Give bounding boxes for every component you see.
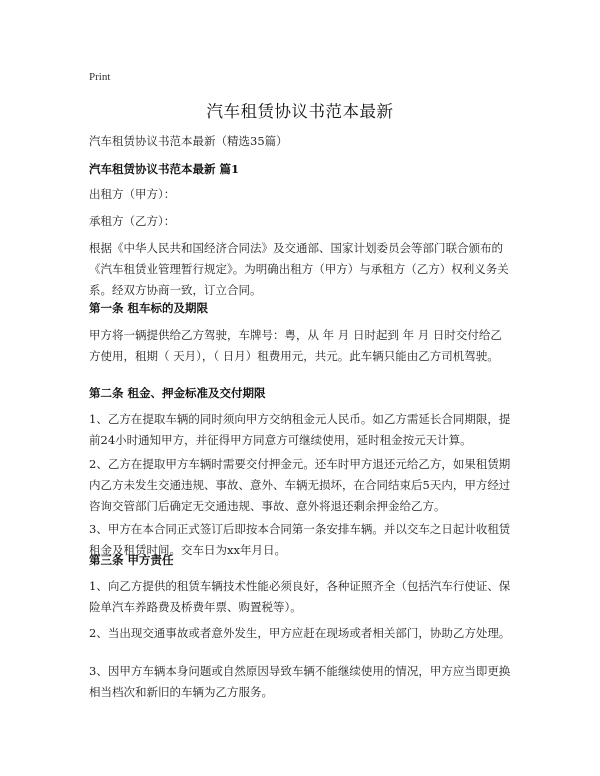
lessor-line: 出租方（甲方）：: [89, 187, 176, 201]
document-title: 汽车租赁协议书范本最新: [206, 102, 394, 121]
article3-item-2: 2、当出现交通事故或者意外发生，甲方应赶在现场或者相关部门，协助乙方处理。: [89, 626, 511, 640]
article3-item-1: 1、向乙方提供的租赁车辆技术性能必须良好，各种证照齐全（包括汽车行使证、保险单汽车养路费及桥费年票、购置税等）。: [89, 579, 511, 614]
article2-item-1: 1、乙方在提取车辆的同时须向甲方交纳租金元人民币。如乙方需延长合同期限，提前24小时通知甲方，并征得甲方同意方可继续使用，延时租金按元天计算。: [89, 412, 511, 447]
article3-heading: 第三条 甲方责任: [89, 553, 174, 567]
article2-heading: 第二条 租金、押金标准及交付期限: [89, 386, 266, 400]
document-subtitle: 汽车租赁协议书范本最新（精选35篇）: [89, 134, 288, 148]
article1-paragraph: 甲方将一辆提供给乙方驾驶，车牌号：粤，从 年 月 日时起到 年 月 日时交付给乙方使用，租期（ 天月），（ 日月）租费用元，共元。此车辆只能由乙方司机驾驶。: [89, 328, 502, 363]
article1-heading: 第一条 租车标的及期限: [89, 301, 209, 315]
print-link[interactable]: Print: [89, 71, 111, 83]
article2-item-2: 2、乙方在提取甲方车辆时需要交付押金元。还车时甲方退还元给乙方，如果租赁期内乙方未发生交通违规、事故、意外、车辆无损坏，在合同结束后5天内，甲方经过咨询交管部门后确定无交通违规、事故、意外将退还剩余押金给乙方。: [89, 457, 511, 513]
article2-item-3: 3、甲方在本合同正式签订后即按本合同第一条安排车辆。并以交车之日起计收租赁租金及租赁时间。交车日为xx年月日。: [89, 522, 511, 557]
section-heading: 汽车租赁协议书范本最新 篇1: [89, 162, 240, 176]
article3-item-3: 3、因甲方车辆本身问题或自然原因导致车辆不能继续使用的情况，甲方应当即更换相当档次和新旧的车辆为乙方服务。: [89, 664, 511, 699]
lessee-line: 承租方（乙方）：: [89, 214, 176, 228]
intro-paragraph: 根据《中华人民共和国经济合同法》及交通部、国家计划委员会等部门联合颁布的《汽车租赁业管理暂行规定》。为明确出租方（甲方）与承租方（乙方）权利义务关系。经双方协商一致，订立合同。: [89, 241, 509, 297]
